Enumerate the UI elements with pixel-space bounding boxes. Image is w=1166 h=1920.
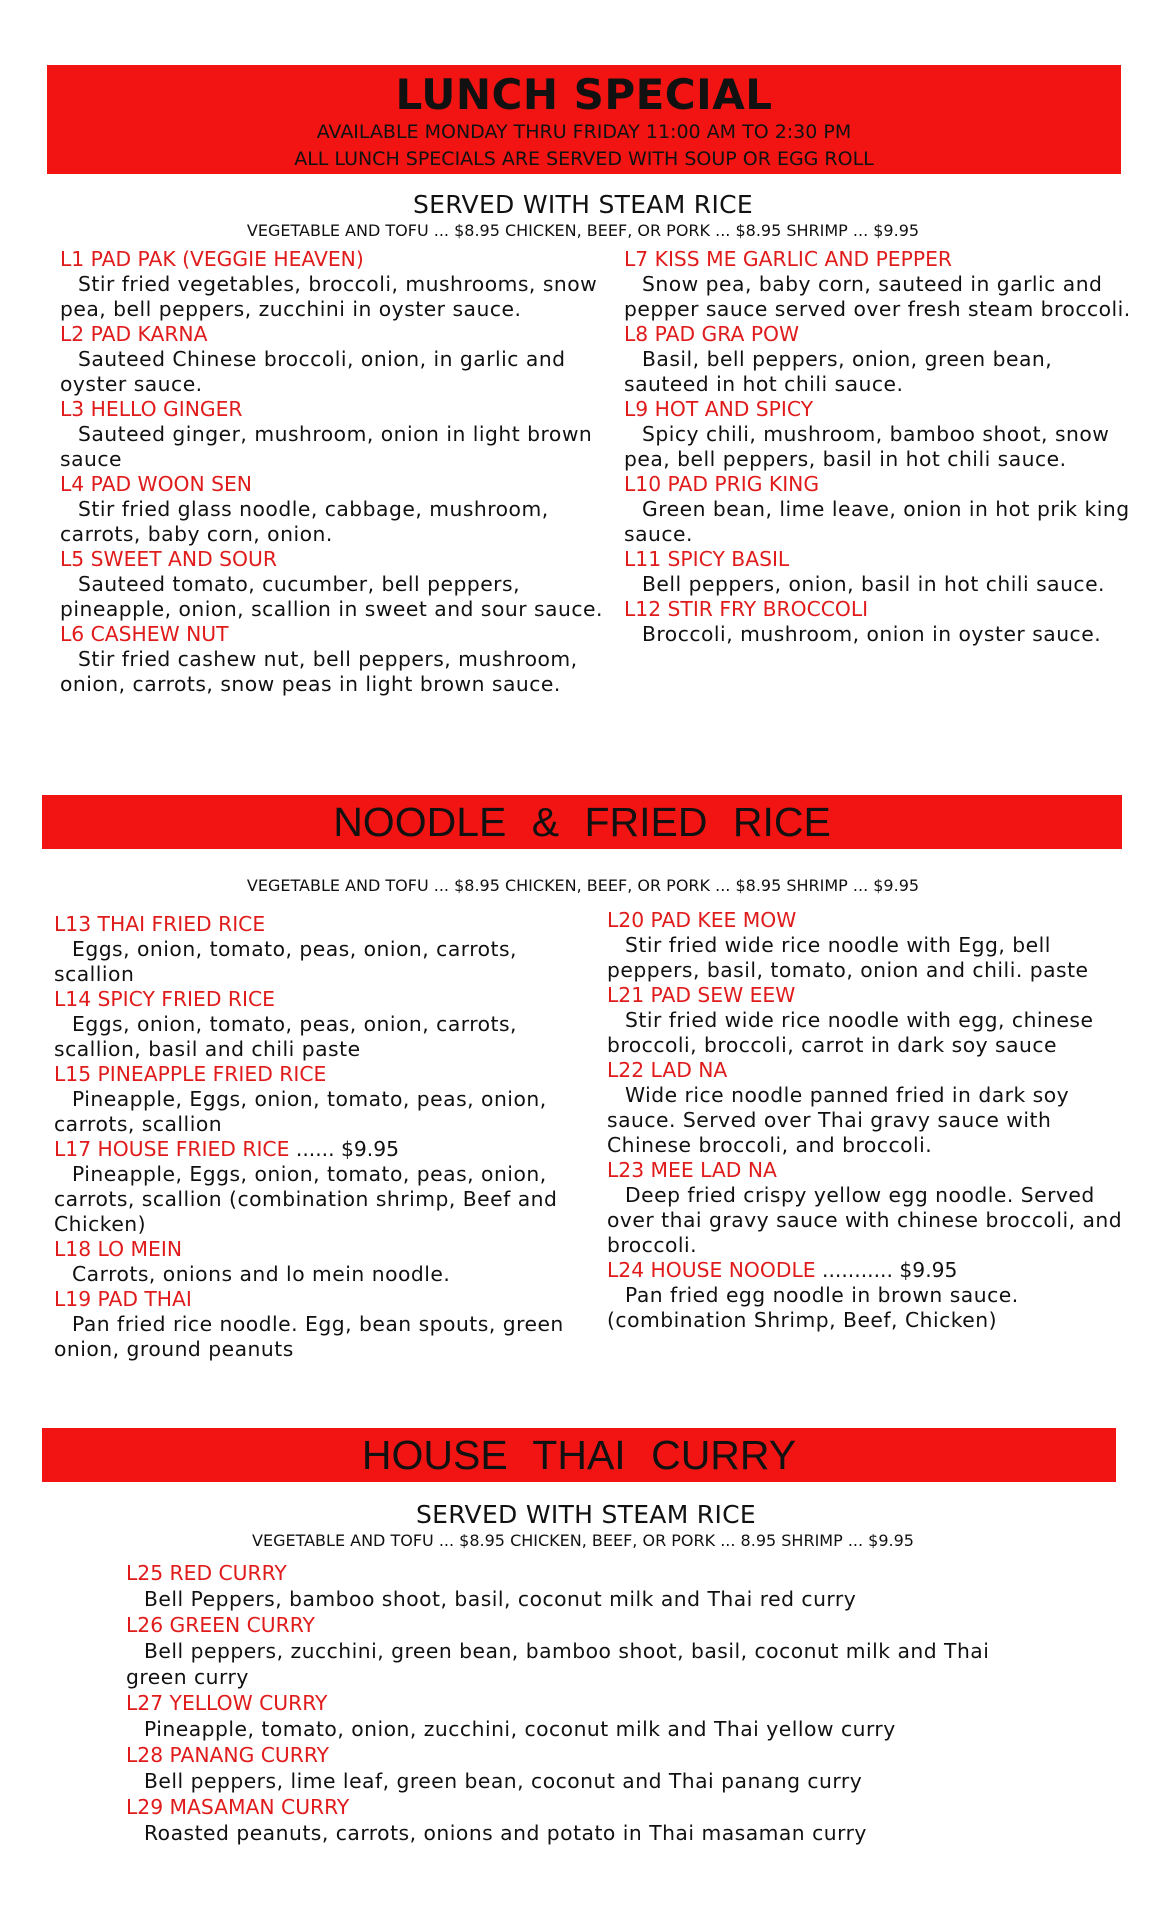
item-price: ........... $9.95: [815, 1258, 958, 1282]
item-description: Bell peppers, onion, basil in hot chili sauce.: [642, 572, 1105, 596]
item-name: L29 MASAMAN CURRY: [126, 1795, 350, 1819]
item-name: L9 HOT AND SPICY: [624, 397, 814, 421]
item-name: L7 KISS ME GARLIC AND PEPPER: [624, 247, 952, 271]
item-description: Carrots, onions and lo mein noodle.: [72, 1262, 451, 1286]
item-name-text: L15 PINEAPPLE FRIED RICE: [54, 1062, 327, 1086]
item-name: [607, 983, 1127, 1008]
item-name: [607, 1258, 1127, 1283]
item-name-text: L18 LO MEIN: [54, 1237, 183, 1261]
item-name: L12 STIR FRY BROCCOLI: [624, 597, 869, 621]
item-description: Basil, bell peppers, onion, green bean, sauteed in hot chili sauce.: [624, 347, 1053, 396]
item-name: [54, 1062, 599, 1087]
menu-item: [607, 1158, 1127, 1258]
menu-item: [607, 983, 1127, 1058]
menu-item: [607, 1058, 1127, 1158]
item-name: [54, 1287, 599, 1312]
lunch-right-column: [624, 247, 1144, 647]
item-name: [54, 987, 599, 1012]
item-description: Bell peppers, zucchini, green bean, bamboo shoot, basil, coconut milk and Thai green curry: [126, 1639, 990, 1689]
item-name: [54, 1137, 599, 1162]
item-description: Bell Peppers, bamboo shoot, basil, coconut milk and Thai red curry: [144, 1587, 857, 1611]
item-name-text: L24 HOUSE NOODLE: [607, 1258, 816, 1282]
item-name: L28 PANANG CURRY: [126, 1743, 330, 1767]
item-name: L11 SPICY BASIL: [624, 547, 790, 571]
item-name: [607, 1158, 1127, 1183]
item-description: Sauteed ginger, mushroom, onion in light brown sauce: [60, 422, 593, 471]
menu-item: [54, 1062, 599, 1137]
item-description: Pan fried rice noodle. Egg, bean spouts, green onion, ground peanuts: [54, 1312, 564, 1361]
item-name: L25 RED CURRY: [126, 1561, 287, 1585]
menu-item: [60, 547, 605, 622]
item-name: L4 PAD WOON SEN: [60, 472, 252, 496]
noodle-fried-rice-banner: [42, 795, 1122, 849]
menu-item: [60, 622, 605, 697]
lunch-availability: AVAILABLE MONDAY THRU FRIDAY 11:00 AM TO 2:30 PM: [316, 121, 852, 143]
item-name-text: L17 HOUSE FRIED RICE: [54, 1137, 290, 1161]
item-description: Stir fried glass noodle, cabbage, mushroom, carrots, baby corn, onion.: [60, 497, 549, 546]
curry-column: [126, 1560, 1016, 1846]
lunch-prices: VEGETABLE AND TOFU ... $8.95 CHICKEN, BEEF, OR PORK ... $8.95 SHRIMP ... $9.95: [246, 221, 920, 240]
item-description: Pineapple, tomato, onion, zucchini, coconut milk and Thai yellow curry: [144, 1717, 896, 1741]
item-name: L3 HELLO GINGER: [60, 397, 243, 421]
item-description: Eggs, onion, tomato, peas, onion, carrots, scallion: [54, 937, 517, 986]
item-name-text: L19 PAD THAI: [54, 1287, 192, 1311]
item-description: Spicy chili, mushroom, bamboo shoot, snow pea, bell peppers, basil in hot chili sauce.: [624, 422, 1110, 471]
item-name: L6 CASHEW NUT: [60, 622, 229, 646]
item-description: Sauteed tomato, cucumber, bell peppers, pineapple, onion, scallion in sweet and sour sauce.: [60, 572, 603, 621]
item-name-text: L20 PAD KEE MOW: [607, 908, 797, 932]
item-description: Deep fried crispy yellow egg noodle. Served over thai gravy sauce with chinese broccoli, and broccoli.: [607, 1183, 1123, 1257]
menu-item: [54, 1137, 599, 1237]
lunch-special-title: LUNCH SPECIAL: [395, 70, 773, 119]
menu-item: [60, 322, 605, 397]
menu-item: [126, 1560, 1016, 1612]
item-name: L8 PAD GRA POW: [624, 322, 800, 346]
menu-item: [60, 472, 605, 547]
menu-item: [60, 247, 605, 322]
item-name-text: L23 MEE LAD NA: [607, 1158, 777, 1182]
menu-item: [126, 1612, 1016, 1690]
item-description: Wide rice noodle panned fried in dark soy sauce. Served over Thai gravy sauce with Chinese broccoli, and broccoli.: [607, 1083, 1070, 1157]
item-description: Broccoli, mushroom, onion in oyster sauce.: [642, 622, 1102, 646]
item-description: Stir fried wide rice noodle with egg, chinese broccoli, broccoli, carrot in dark soy sauce: [607, 1008, 1094, 1057]
item-description: Stir fried cashew nut, bell peppers, mushroom, onion, carrots, snow peas in light brown sauce.: [60, 647, 578, 696]
item-name: [54, 1237, 599, 1262]
menu-item: [54, 912, 599, 987]
item-name: L2 PAD KARNA: [60, 322, 208, 346]
item-description: Snow pea, baby corn, sauteed in garlic and pepper sauce served over fresh steam broccoli.: [624, 272, 1131, 321]
item-description: Stir fried wide rice noodle with Egg, bell peppers, basil, tomato, onion and chili. paste: [607, 933, 1089, 982]
item-name-text: L14 SPICY FRIED RICE: [54, 987, 275, 1011]
menu-item: [54, 987, 599, 1062]
lunch-note: ALL LUNCH SPECIALS ARE SERVED WITH SOUP OR EGG ROLL: [294, 148, 874, 170]
menu-item: [54, 1287, 599, 1362]
item-name: [54, 912, 599, 937]
menu-item: [624, 547, 1144, 597]
menu-item: [126, 1742, 1016, 1794]
menu-item: [60, 397, 605, 472]
noodle-left-column: [54, 912, 599, 1362]
item-description: Stir fried vegetables, broccoli, mushrooms, snow pea, bell peppers, zucchini in oyster sauce.: [60, 272, 598, 321]
item-name: [607, 1058, 1127, 1083]
noodle-section-title: NOODLE & FRIED RICE: [333, 799, 831, 845]
house-thai-curry-banner: [42, 1428, 1116, 1482]
item-name: [607, 908, 1127, 933]
item-name: L27 YELLOW CURRY: [126, 1691, 328, 1715]
item-description: Bell peppers, lime leaf, green bean, coconut and Thai panang curry: [144, 1769, 863, 1793]
item-description: Eggs, onion, tomato, peas, onion, carrots, scallion, basil and chili paste: [54, 1012, 517, 1061]
curry-section-title: HOUSE THAI CURRY: [361, 1432, 797, 1478]
noodle-right-column: [607, 908, 1127, 1333]
item-description: Pan fried egg noodle in brown sauce. (combination Shrimp, Beef, Chicken): [607, 1283, 1019, 1332]
lunch-left-column: [60, 247, 605, 697]
item-description: Pineapple, Eggs, onion, tomato, peas, onion, carrots, scallion: [54, 1087, 547, 1136]
item-description: Pineapple, Eggs, onion, tomato, peas, onion, carrots, scallion (combination shrimp, Beef and Chicken): [54, 1162, 558, 1236]
lunch-special-banner: [47, 65, 1121, 174]
item-name-text: L13 THAI FRIED RICE: [54, 912, 266, 936]
menu-item: [607, 908, 1127, 983]
item-name-text: L22 LAD NA: [607, 1058, 728, 1082]
item-description: Sauteed Chinese broccoli, onion, in garlic and oyster sauce.: [60, 347, 566, 396]
item-name: L26 GREEN CURRY: [126, 1613, 315, 1637]
menu-item: [624, 397, 1144, 472]
item-description: Green bean, lime leave, onion in hot prik king sauce.: [624, 497, 1130, 546]
item-name: L10 PAD PRIG KING: [624, 472, 820, 496]
item-name-text: L21 PAD SEW EEW: [607, 983, 796, 1007]
lunch-served-with: SERVED WITH STEAM RICE: [412, 190, 754, 219]
item-description: Roasted peanuts, carrots, onions and potato in Thai masaman curry: [144, 1821, 867, 1845]
menu-item: [126, 1794, 1016, 1846]
menu-item: [624, 472, 1144, 547]
curry-served-with: SERVED WITH STEAM RICE: [415, 1500, 757, 1529]
curry-prices: VEGETABLE AND TOFU ... $8.95 CHICKEN, BEEF, OR PORK ... 8.95 SHRIMP ... $9.95: [252, 1531, 914, 1550]
item-name: L5 SWEET AND SOUR: [60, 547, 277, 571]
menu-item: [624, 597, 1144, 647]
menu-item: [624, 322, 1144, 397]
menu-item: [607, 1258, 1127, 1333]
item-name: L1 PAD PAK (VEGGIE HEAVEN): [60, 247, 364, 271]
menu-item: [54, 1237, 599, 1287]
menu-item: [126, 1690, 1016, 1742]
menu-item: [624, 247, 1144, 322]
item-price: ...... $9.95: [289, 1137, 400, 1161]
noodle-prices: VEGETABLE AND TOFU ... $8.95 CHICKEN, BEEF, OR PORK ... $8.95 SHRIMP ... $9.95: [246, 876, 920, 895]
